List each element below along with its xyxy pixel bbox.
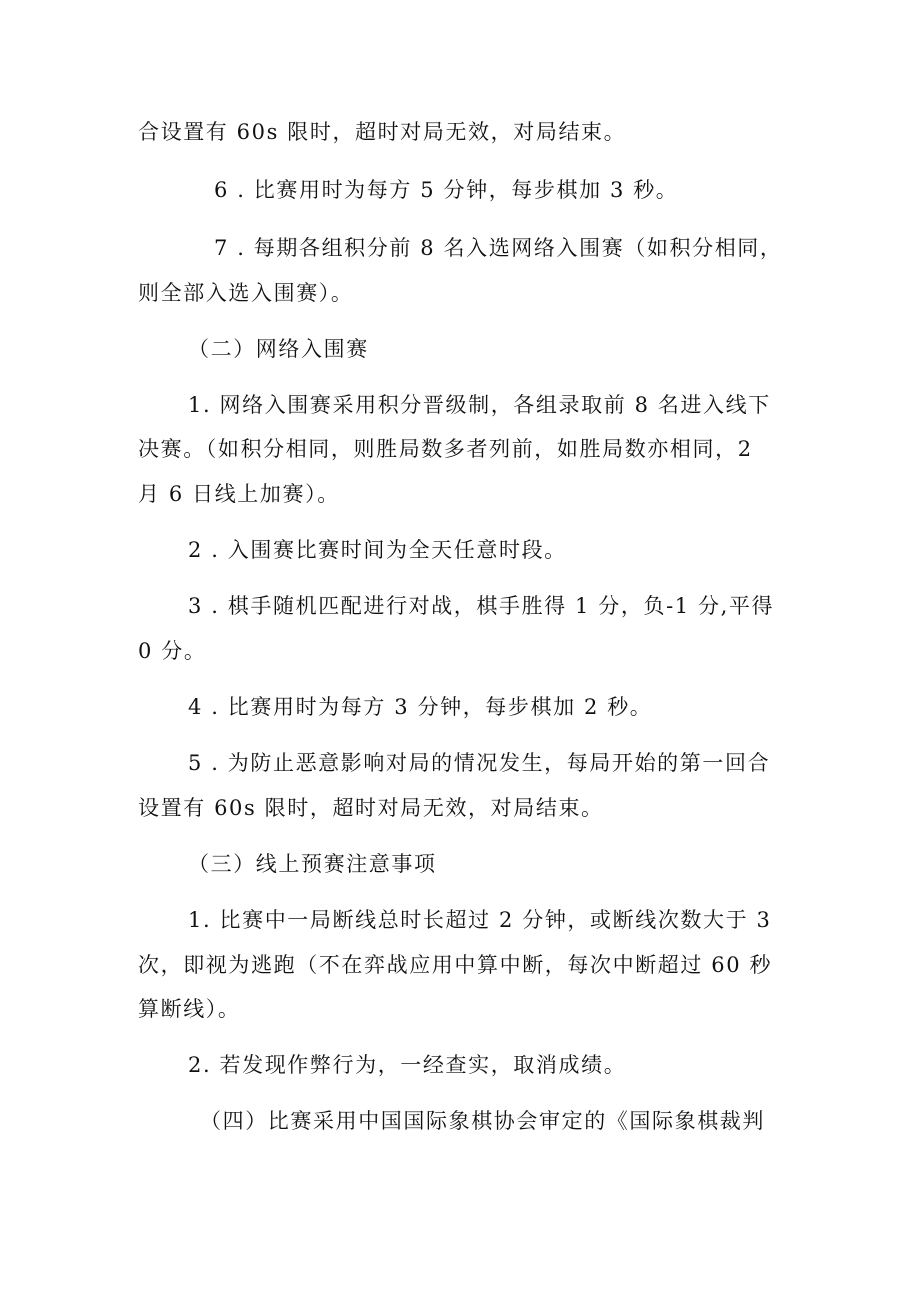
section-heading: （四）比赛采用中国国际象棋协会审定的《国际象棋裁判 (200, 1109, 765, 1133)
list-item: 7 . 每期各组积分前 8 名入选网络入围赛（如积分相同， (214, 236, 783, 260)
list-item: 3 . 棋手随机匹配进行对战，棋手胜得 1 分，负-1 分,平得 (188, 594, 775, 618)
text-line: 决赛。（如积分相同，则胜局数多者列前，如胜局数亦相同，2 (138, 437, 753, 461)
section-heading: （二）网络入围赛 (188, 337, 369, 361)
list-item: 6 . 比赛用时为每方 5 分钟，每步棋加 3 秒。 (214, 178, 679, 202)
text-line: 设置有 60s 限时，超时对局无效，对局结束。 (138, 796, 604, 820)
list-item: 4 . 比赛用时为每方 3 分钟，每步棋加 2 秒。 (188, 695, 653, 719)
list-item: 1. 比赛中一局断线总时长超过 2 分钟，或断线次数大于 3 (188, 908, 772, 932)
list-item: 5 . 为防止恶意影响对局的情况发生，每局开始的第一回合 (188, 751, 771, 775)
text-line: 月 6 日线上加赛）。 (138, 482, 340, 506)
text-line: 0 分。 (138, 639, 207, 663)
list-item: 1. 网络入围赛采用积分晋级制，各组录取前 8 名进入线下 (188, 393, 771, 417)
text-line: 合设置有 60s 限时，超时对局无效，对局结束。 (138, 120, 627, 144)
list-item: 2. 若发现作弊行为，一经查实，取消成绩。 (188, 1053, 627, 1077)
list-item: 2 . 入围赛比赛时间为全天任意时段。 (188, 538, 567, 562)
text-line: 次，即视为逃跑（不在弈战应用中算中断，每次中断超过 60 秒 (138, 953, 773, 977)
text-line: 算断线）。 (138, 997, 241, 1021)
text-line: 则全部入选入围赛）。 (138, 281, 354, 305)
section-heading: （三）线上预赛注意事项 (188, 852, 437, 876)
